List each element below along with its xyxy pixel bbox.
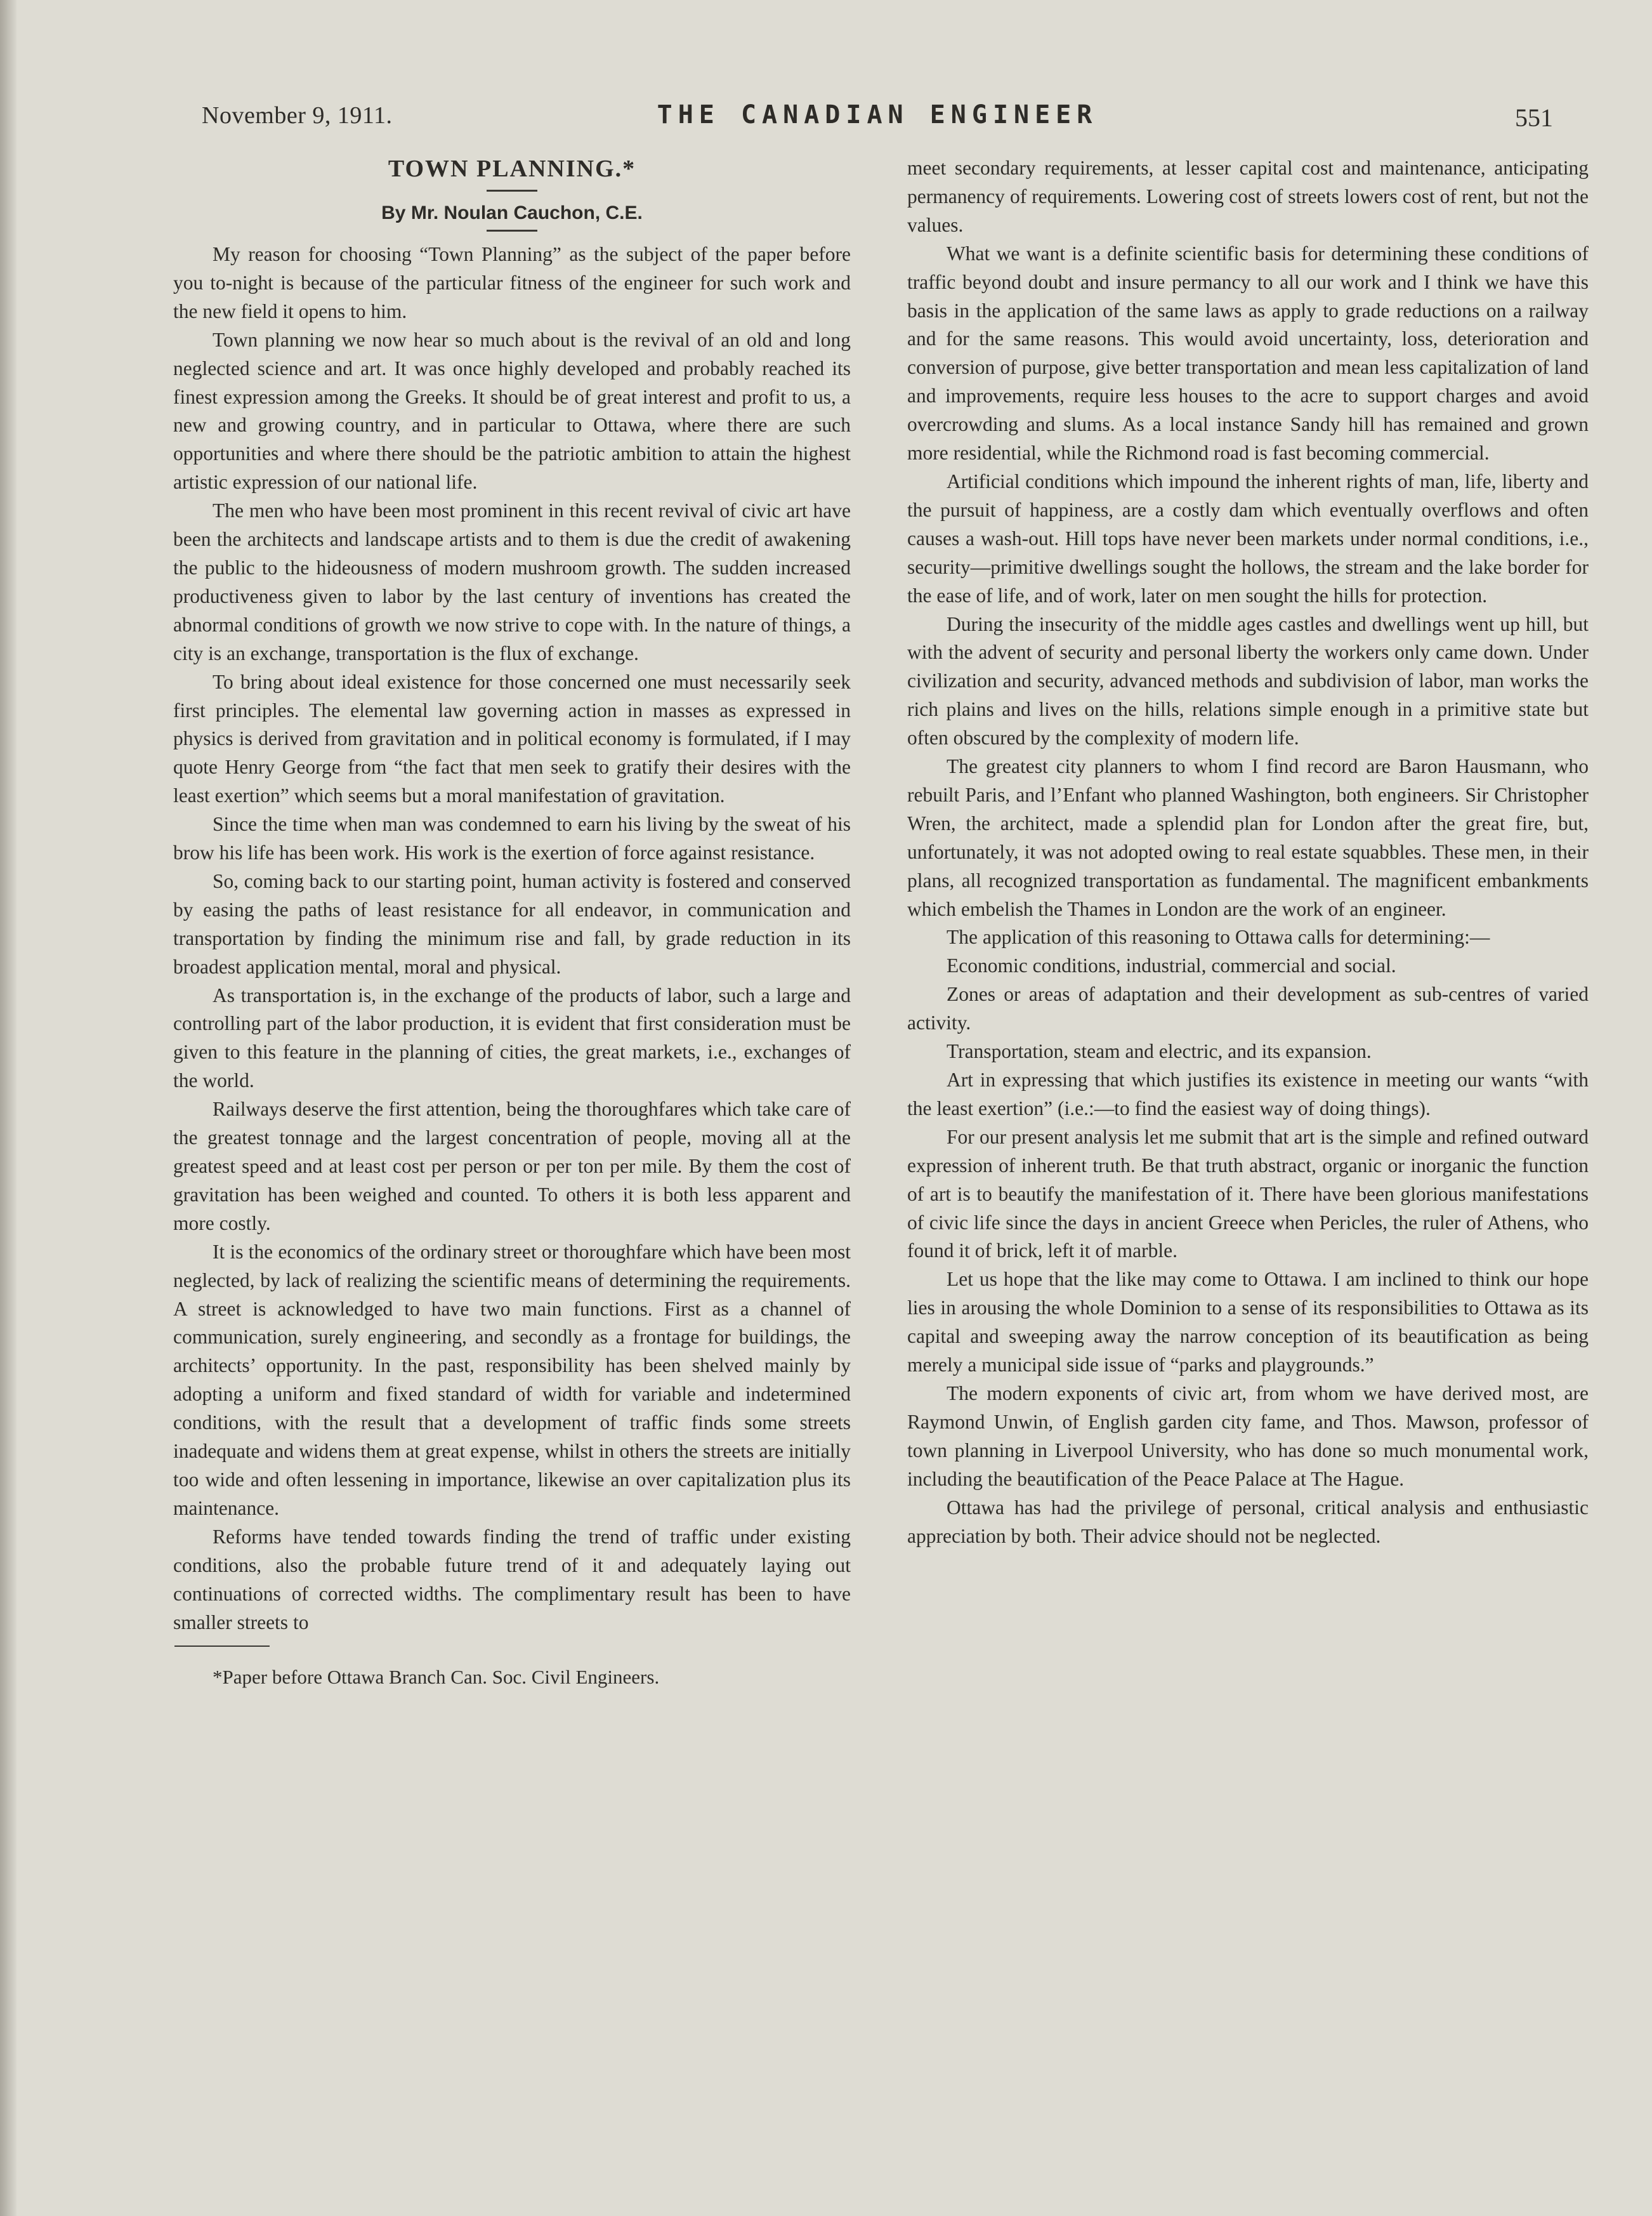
left-column	[173, 154, 851, 1692]
paragraph: Let us hope that the like may come to Ottawa. I am inclined to think our hope lies in arousing the whole Dominion to a sense of its responsibilities to Ottawa as its capital and sweeping away the narrow conception of its beautification as being merely a municipal side issue of “parks and playgrounds.”	[907, 1268, 1589, 1376]
list-item: Zones or areas of adaptation and their development as sub-centres of varied activity.	[907, 983, 1589, 1034]
paragraph: Railways deserve the first attention, being the thoroughfares which take care of the greatest tonnage and the largest concentration of people, moving all at the greatest speed and at least cost per person or per ton per mile. By them the cost of gravitation has been weighed and counted. To others it is both less apparent and more costly.	[173, 1098, 851, 1234]
running-head	[202, 102, 1553, 140]
footnote: *Paper before Ottawa Branch Can. Soc. Civil Engineers.	[213, 1666, 660, 1689]
paragraph: To bring about ideal existence for those concerned one must necessarily seek first principles. The elemental law governing action in masses as expressed in physics is derived from gravitation and in political economy is formulated, if I may quote Henry George from “the fact that men seek to gratify their desires with the least exertion” which seems but a moral manifestation of gravitation.	[173, 670, 851, 807]
page-edge-shadow	[0, 0, 16, 2216]
paragraph: Since the time when man was condemned to earn his living by the sweat of his brow his life has been work. His work is the exertion of force against resistance.	[173, 813, 851, 864]
paragraph: Reforms have tended towards finding the trend of traffic under existing conditions, also the probable future trend of it and adequately laying out continuations of corrected widths. The complimentary result has been to have smaller streets to	[173, 1525, 851, 1633]
issue-date: November 9, 1911.	[202, 102, 393, 129]
paragraph: For our present analysis let me submit that art is the simple and refined outward expression of inherent truth. Be that truth abstract, organic or inorganic the function of art is to beautify the manifestation of it. There have been glorious manifestations of civic life since the days in ancient Greece when Pericles, the ruler of Athens, who found it of brick, left it of marble.	[907, 1125, 1589, 1262]
paragraph: The modern exponents of civic art, from whom we have derived most, are Raymond Unwin, of English garden city fame, and Thos. Mawson, professor of town planning in Liverpool University, who has done so much monumental work, including the beautification of the Peace Palace at The Hague.	[907, 1382, 1589, 1490]
page-number: 551	[1515, 103, 1553, 132]
footnote-rule	[174, 1646, 270, 1647]
byline-rule	[487, 230, 537, 232]
right-column	[907, 154, 1589, 1550]
journal-title: THE CANADIAN ENGINEER	[657, 100, 1098, 129]
paragraph: Ottawa has had the privilege of personal, critical analysis and enthusiastic appreciation by both. Their advice should not be neglected.	[907, 1496, 1589, 1547]
list-item: Art in expressing that which justifies its existence in meeting our wants “with the least exertion” (i.e.:—to find the easiest way of doing things).	[907, 1069, 1589, 1119]
paragraph: My reason for choosing “Town Planning” as the subject of the paper before you to-night is because of the particular fitness of the engineer for such work and the new field it opens to him.	[173, 243, 851, 322]
paragraph: So, coming back to our starting point, human activity is fostered and conserved by easing the paths of least resistance for all endeavor, in communication and transportation by finding the minimum rise and fall, by grade reduction in its broadest application mental, moral and physical.	[173, 869, 851, 978]
paragraph: During the insecurity of the middle ages castles and dwellings went up hill, but with the advent of security and personal liberty the workers only came down. Under civilization and security, advanced methods and subdivision of labor, man works the rich plains and lives on the hills, relations simple enough in a primitive state but often obscured by the complexity of modern life.	[907, 612, 1589, 749]
paragraph: It is the economics of the ordinary street or thoroughfare which have been most neglected, by lack of realizing the scientific means of determining the requirements. A street is acknowledged to have two main functions. First as a channel of communication, surely engineering, and secondly as a frontage for buildings, the architects’ opportunity. In the past, responsibility has been shelved mainly by adopting a uniform and fixed standard of width for variable and indetermined conditions, with the result that a development of traffic finds some streets inadequate and widens them at great expense, whilst in others the streets are initially too wide and often lessening in importance, likewise an over capitalization plus its maintenance.	[173, 1240, 851, 1519]
paragraph: What we want is a definite scientific basis for determining these conditions of traffic beyond doubt and insure permancy to all our work and I think we have this basis in the application of the same laws as apply to grade reductions on a railway and for the same reasons. This would avoid uncertainty, loss, deterioration and conversion of purpose, give better transportation and mean less capitalization of land and improvements, require less houses to the acre to support charges and avoid overcrowding and slums. As a local instance Sandy hill has remained and grown more residential, while the Richmond road is fast becoming commercial.	[907, 242, 1589, 465]
list-item: Transportation, steam and electric, and its expansion.	[947, 1040, 1372, 1063]
paragraph: As transportation is, in the exchange of the products of labor, such a large and controlling part of the labor production, it is evident that first consideration must be given to this feature in the planning of cities, the great markets, i.e., exchanges of the world.	[173, 984, 851, 1092]
title-rule	[487, 190, 537, 192]
paragraph: Town planning we now hear so much about is the revival of an old and long neglected science and art. It was once highly developed and probably reached its finest expression among the Greeks. It should be of great interest and profit to us, a new and growing country, and in particular to Ottawa, where there are such opportunities and where there should be the patriotic ambition to attain the highest artistic expression of our national life.	[173, 328, 851, 494]
article-title: TOWN PLANNING.*	[388, 155, 636, 182]
paragraph-continuation: meet secondary requirements, at lesser capital cost and maintenance, anticipating permanency of requirements. Lowering cost of streets lowers cost of rent, but not the values.	[907, 157, 1589, 236]
paragraph: Artificial conditions which impound the inherent rights of man, life, liberty and the pursuit of happiness, are a costly dam which eventually overflows and often causes a wash-out. Hill tops have never been markets under normal conditions, i.e., security—primitive dwellings sought the hollows, the stream and the lake border for the ease of life, and of work, later on men sought the hills for protection.	[907, 470, 1589, 607]
article-byline: By Mr. Noulan Cauchon, C.E.	[381, 202, 643, 223]
paragraph: The application of this reasoning to Ottawa calls for determining:—	[947, 926, 1490, 949]
paragraph: The men who have been most prominent in this recent revival of civic art have been the architects and landscape artists and to them is due the credit of awakening the public to the hideousness of modern mushroom growth. The sudden increased productiveness given to labor by the last century of inventions has created the abnormal conditions of growth we now strive to cope with. In the nature of things, a city is an exchange, transportation is the flux of exchange.	[173, 499, 851, 664]
paragraph: The greatest city planners to whom I find record are Baron Hausmann, who rebuilt Paris, and l’Enfant who planned Washington, both engineers. Sir Christopher Wren, the architect, made a splendid plan for London after the great fire, but, unfortunately, it was not adopted owing to real estate squabbles. These men, in their plans, all recognized transportation as fundamental. The magnificent embankments which embelish the Thames in London are the work of an engineer.	[907, 755, 1589, 920]
list-item: Economic conditions, industrial, commercial and social.	[947, 954, 1396, 977]
